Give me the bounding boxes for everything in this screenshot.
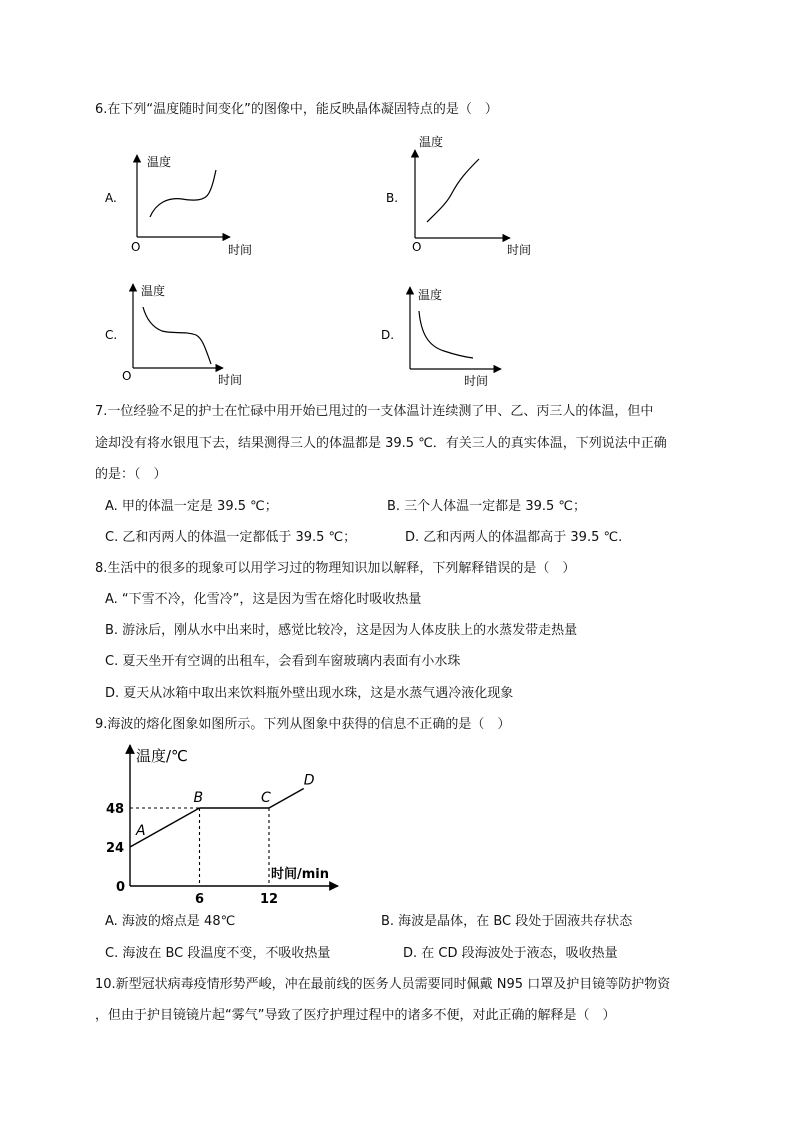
q6-stem: 6.在下列“温度随时间变化”的图像中，能反映晶体凝固特点的是（ ） [95,102,498,117]
q6-graph-d-option: D. [381,328,395,342]
q9-point-b: B [193,790,204,806]
q7-option-d: D. 乙和丙两人的体温都高于 39.5 ℃. [405,530,623,545]
q6-graph-c-origin: O [122,369,132,383]
q9-graph-xlabel: 时间/min [271,867,330,882]
q6-graph-d-xlabel: 时间 [464,374,489,388]
q6-graph-d-ylabel: 温度 [418,288,443,302]
q6-graph-b-curve [427,159,479,222]
q8-stem: 8.生活中的很多的现象可以用学习过的物理知识加以解释，下列解释错误的是（ ） [95,561,576,576]
q9-graph-origin: 0 [116,880,126,895]
q7-option-a: A. 甲的体温一定是 39.5 ℃； [105,499,278,514]
q10-stem-line1: 10.新型冠状病毒疫情形势严峻，冲在最前线的医务人员需要同时佩戴 N95 口罩及护目镜等防护物资 [95,977,671,992]
q9-option-a: A. 海波的熔点是 48℃ [105,914,236,929]
q6-graph-c-xlabel: 时间 [218,373,243,387]
q6-graph-c [105,283,242,387]
q7-option-b: B. 三个人体温一定都是 39.5 ℃； [387,499,586,514]
q6-graph-a-xlabel: 时间 [228,243,253,257]
q9-option-c: C. 海波在 BC 段温度不变，不吸收热量 [105,946,331,961]
q9-graph-ylabel: 温度/℃ [136,747,188,765]
q6-graph-a-ylabel: 温度 [147,155,172,169]
q6-graph-b-option: B. [386,191,399,205]
q9-segment-cd [269,789,304,809]
q10-stem-line2: ，但由于护目镜镜片起“雾气”导致了医疗护理过程中的诸多不便，对此正确的解释是（ ） [95,1008,616,1023]
q6-graph-c-curve [143,307,211,364]
q7-stem-line3: 的是：（ ） [95,467,167,482]
q7-stem-line1: 7.一位经验不足的护士在忙碌中用开始已甩过的一支体温计连续测了甲、乙、丙三人的体温，但中 [95,404,654,419]
q8-option-c: C. 夏天坐开有空调的出租车，会看到车窗玻璃内表面有小水珠 [105,654,461,669]
q9-point-a: A [136,823,146,839]
q9-option-b: B. 海波是晶体，在 BC 段处于固液共存状态 [381,914,633,929]
q6-graph-a [105,154,252,257]
q6-graph-d [381,287,501,388]
q9-ytick-48: 48 [106,802,125,817]
q7-option-c: C. 乙和丙两人的体温一定都低于 39.5 ℃； [105,530,357,545]
q8-option-a: A. “下雪不冷，化雪冷”，这是因为雪在熔化时吸收热量 [105,592,422,607]
q6-graph-a-option: A. [105,191,117,205]
q9-xtick-12: 12 [259,892,279,907]
q9-graph [106,745,338,907]
q9-point-c: C [261,790,271,806]
q8-option-d: D. 夏天从冰箱中取出来饮料瓶外壁出现水珠，这是水蒸气遇冷液化现象 [105,686,514,701]
q6-graph-a-curve [150,170,216,217]
q6-graph-b-xlabel: 时间 [507,243,532,257]
q6-graph-b-ylabel: 温度 [419,135,444,149]
q7-stem-line2: 途却没有将水银甩下去，结果测得三人的体温都是 39.5 ℃．有关三人的真实体温，下列说法中正确 [95,436,667,451]
q9-option-d: D. 在 CD 段海波处于液态，吸收热量 [403,946,618,961]
q6-graph-d-curve [419,311,473,358]
q6-graph-c-ylabel: 温度 [141,284,166,298]
q9-ytick-24: 24 [106,841,125,856]
q9-point-d: D [303,772,315,789]
q6-graph-b [386,134,531,257]
q9-xtick-6: 6 [194,892,205,907]
q6-graph-a-origin: O [131,240,141,254]
q8-option-b: B. 游泳后，刚从水中出来时，感觉比较冷，这是因为人体皮肤上的水蒸发带走热量 [105,623,578,638]
q9-stem: 9.海波的熔化图象如图所示。下列从图象中获得的信息不正确的是（ ） [95,717,511,732]
q6-graph-c-option: C. [105,328,118,342]
q6-graph-b-origin: O [412,240,422,254]
